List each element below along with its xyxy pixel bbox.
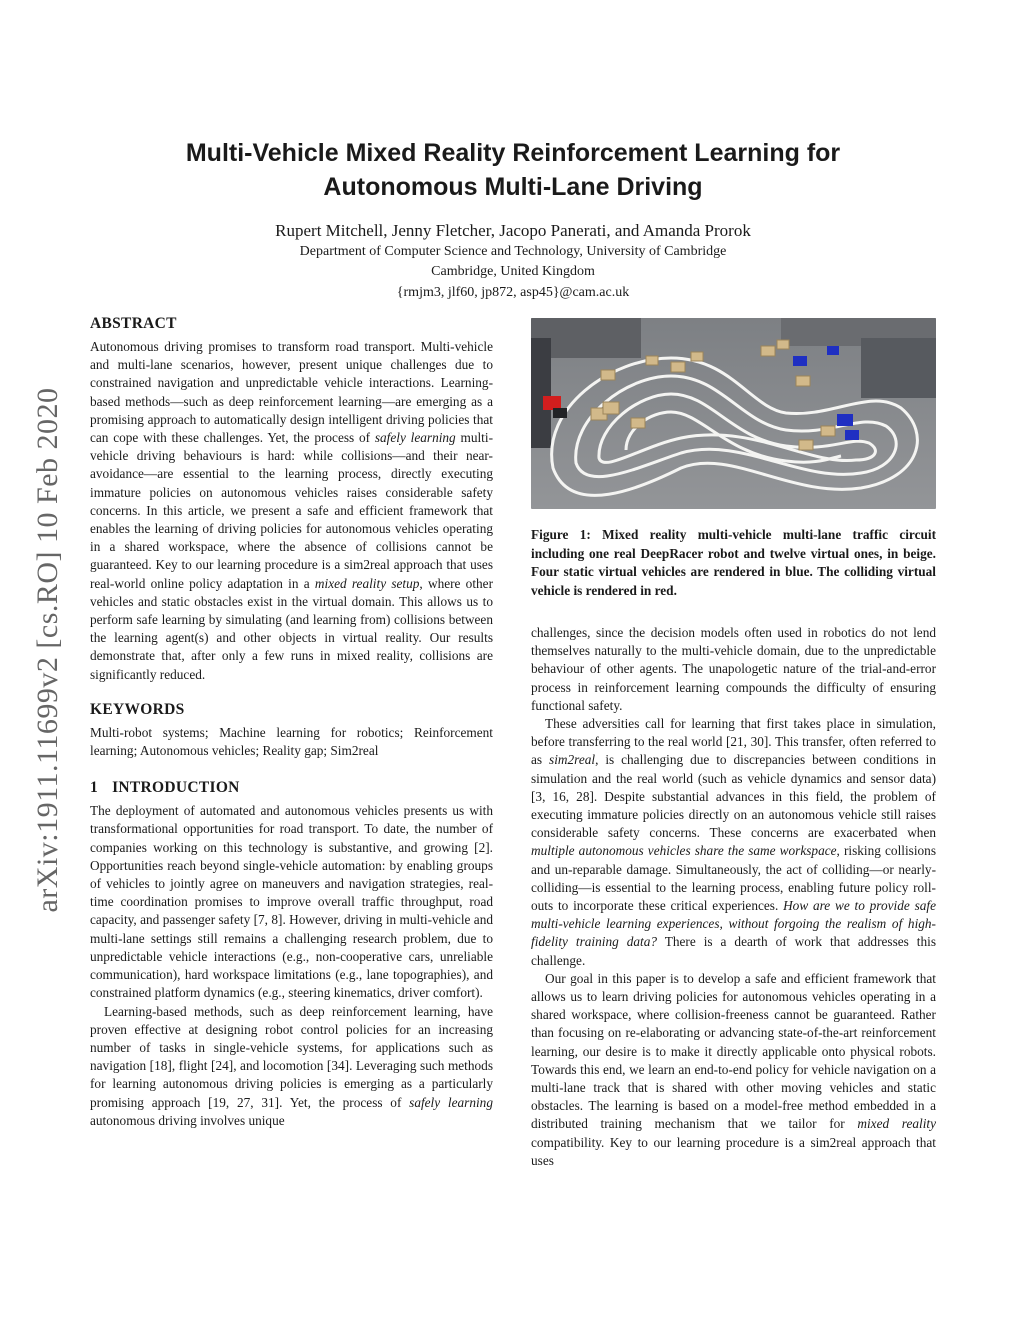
introduction-paragraph-1: The deployment of automated and autonomous vehicles presents us with transformational opportunities for road transport. To date, the number of companies working on this technology is substantive, and growing [2]. Opportunities reach beyond single-vehicle automation: by enabling groups of vehicles to jointly agree on maneuvers and navigation strategies, real-time coordination promises to improve overall traffic throughput, road capacity, and passenger safety [7, 8]. However, driving in multi-vehicle and multi-lane settings still remains a challenging research problem, due to unpredictable vehicle interactions (e.g., non-cooperative cars, unreliable communication), hard workspace limitations (e.g., lane topographies), and constrained platform dynamics (e.g., steering kinematics, driver comfort). [90,803,493,1001]
affiliation-location: Cambridge, United Kingdom [431,264,595,279]
vehicle [799,440,813,450]
paper-title-line-1: Multi-Vehicle Mixed Reality Reinforcement Learning for [185,139,841,167]
arxiv-identifier-text: arXiv:1911.11699v2 [cs.RO] 10 Feb 2020 [31,387,64,913]
section-title: INTRODUCTION [112,779,240,797]
vehicle [691,352,703,361]
vehicle [761,346,775,356]
body-paragraph-2 [531,715,936,970]
paragraph-text: compatibility. Key to our learning procedure is a sim2real approach that uses [531,1134,936,1168]
introduction-paragraph-2 [90,1003,493,1130]
vehicle [821,426,835,436]
abstract-emphasis: mixed reality setup [314,575,420,591]
paper-title-line-2: Autonomous Multi-Lane Driving [323,173,703,201]
abstract-heading: ABSTRACT [90,315,177,332]
paragraph-emphasis: safely learning [409,1094,493,1110]
vehicle [793,356,807,366]
vehicle [671,362,685,372]
author-emails: {rmjm3, jlf60, jp872, asp45}@cam.ac.uk [396,285,630,300]
left-column [90,314,493,1130]
body-paragraph-3 [531,970,936,1170]
vehicle [646,356,658,365]
deepracer-robot [553,408,567,418]
right-column [531,624,936,1170]
vehicle [845,430,859,440]
keywords-heading: KEYWORDS [90,700,185,718]
vehicle [827,346,839,355]
vehicle [601,370,615,380]
abstract-emphasis: safely learning [374,430,456,446]
author-list: Rupert Mitchell, Jenny Fletcher, Jacopo Panerati, and Amanda Prorok [275,221,751,240]
paragraph-emphasis: sim2real [549,752,596,768]
paragraph-text: These adversities call for learning that first takes place in simulation, before transferring to the real world [21, 30]. This transfer, often referred to as [531,716,936,768]
paragraph-emphasis: multiple autonomous vehicles share the same workspace [531,843,837,859]
paragraph-text: Our goal in this paper is to develop a safe and efficient framework that allows us to learn driving policies for autonomous vehicles operating in a shared workspace, where collision-freeness cannot be guaranteed. Rather than focusing on re-elaborating or advancing state-of-the-art reinforcement learning, our desire is to make it directly applicable onto physical robots. Towards this end, we learn an end-to-end policy for vehicle navigation on a multi-lane track that is shared with other moving vehicles and static obstacles. The learning is based on a model-free method embedded in a distributed training mechanism that we tailor for [531,970,936,1132]
vehicle [631,418,645,428]
figure-1-caption: Figure 1: Mixed reality multi-vehicle multi-lane traffic circuit including one real DeepRacer robot and twelve virtual ones, in beige. Four static virtual vehicles are rendered in blue. The colliding virtual vehicle is rendered in red. [531,527,936,598]
paragraph-text: , risking collisions and un-reparable damage. Simultaneously, the act of colliding—or nearly-colliding—is essential to the learning process, enabling future policy roll-outs to incorporate these critical experiences. [531,843,936,914]
colliding-vehicle [543,396,561,410]
abstract-text: , where other vehicles and static obstacles exist in the virtual domain. This allows us to perform safe learning by simulating (and learning from) collisions between the learning agent(s) and other objects in virtual reality. Our results demonstrate that, after only a few runs in mixed reality, collisions are significantly reduced. [90,575,494,682]
background-cabinet [861,338,936,398]
body-paragraph-1: challenges, since the decision models often used in robotics do not lend themselves naturally to the multi-vehicle domain, due to the unpredictable behaviour of other agents. The unapologetic nature of the trial-and-error process in reinforcement learning compounds the difficulty of ensuring functional safety. [531,625,936,713]
affiliation-department: Department of Computer Science and Technology, University of Cambridge [299,244,727,259]
vehicle [777,340,789,349]
track-photo-illustration [531,318,936,509]
paragraph-emphasis: How are we to provide safe multi-vehicle learning experiences, without forgoing the realism of high-fidelity training data? [531,898,936,950]
paragraph-text: There is a dearth of work that addresses this challenge. [531,934,937,968]
background-chair [531,338,551,448]
paragraph-emphasis: mixed reality [857,1116,936,1132]
vehicle [603,402,619,414]
paper-title [90,136,936,204]
introduction-heading [90,778,493,798]
paragraph-text: , is challenging due to discrepancies between conditions in simulation and the real world (such as vehicle dynamics and sensor data) [3, 16, 28]. Despite substantial advances in this field, the problem of executing immature policies directly on an autonomous vehicle still raises considerable safety concerns. These concerns are exacerbated when [531,752,936,841]
vehicle [837,414,853,426]
abstract-text: Autonomous driving promises to transform road transport. Multi-vehicle and multi-lane scenarios, however, present unique challenges due to constrained navigation and unpredictable vehicle interactions. Learning-based methods—such as deep reinforcement learning—are emerging as a promising approach to automatically design intelligent driving policies that can cope with these challenges. Yet, the process of [90,339,493,446]
section-number: 1 [90,779,99,797]
vehicle [796,376,810,386]
abstract-body [90,338,493,684]
arxiv-identifier [28,350,68,950]
paragraph-text: Learning-based methods, such as deep reinforcement learning, have proven effective at designing robot control policies for an increasing number of tasks in single-vehicle systems, for applications such as navigation [18], flight [24], and locomotion [34]. Leveraging such methods for learning autonomous driving policies is emerging as a particularly promising approach [19, 27, 31]. Yet, the process of [90,1003,493,1110]
paragraph-text: autonomous driving involves unique [90,1112,285,1128]
abstract-text: multi-vehicle driving behaviours is hard: while collisions—and their near-avoidance—are essential to the learning process, directly executing immature policies on autonomous vehicles raises considerable safety concerns. In this article, we present a safe and efficient framework that enables the learning of driving policies for autonomous vehicles operating in a shared workspace, where the absence of collisions cannot be guaranteed. Key to our learning procedure is a sim2real approach that uses real-world online policy adaptation in a [90,430,493,591]
figure-1-photo [531,318,936,509]
keywords-body: Multi-robot systems; Machine learning for robotics; Reinforcement learning; Autonomous vehicles; Reality gap; Sim2real [90,724,493,759]
